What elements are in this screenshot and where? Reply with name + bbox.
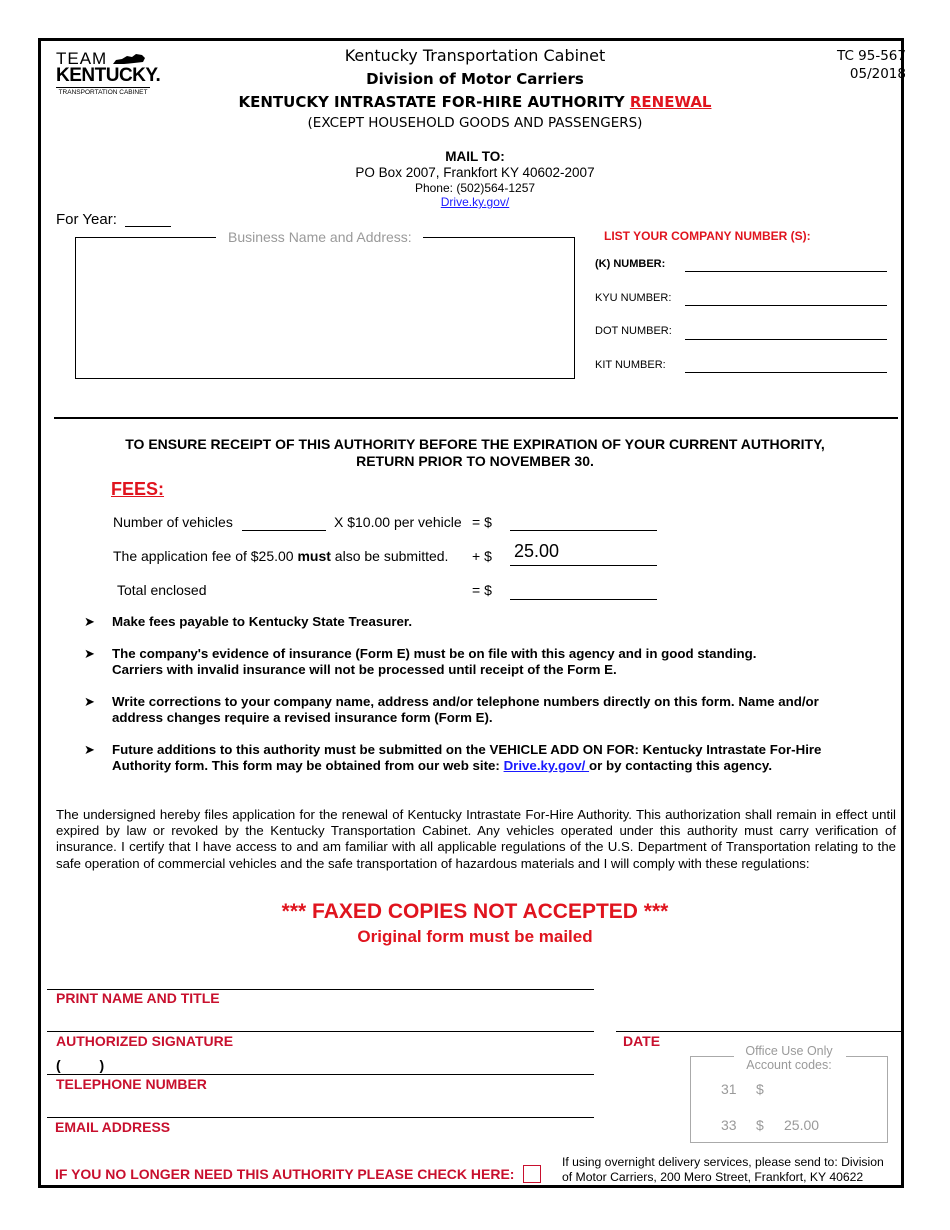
date-input[interactable] bbox=[616, 1031, 904, 1032]
business-address-box[interactable] bbox=[75, 237, 575, 379]
bullet-insurance-line-1: The company's evidence of insurance (Form E) must be on file with this agency and in good standing. bbox=[112, 646, 757, 661]
k-number-label: (K) NUMBER: bbox=[595, 258, 666, 270]
total-equals-label: = $ bbox=[472, 582, 492, 598]
application-fee-must: must bbox=[297, 548, 331, 564]
form-title bbox=[150, 93, 800, 111]
vehicles-count-input[interactable] bbox=[242, 530, 326, 531]
bullet-future-additions bbox=[112, 742, 872, 774]
mail-website-link[interactable]: Drive.ky.gov/ bbox=[440, 195, 510, 209]
bullet-arrow-icon: ➤ bbox=[84, 646, 95, 661]
authorized-signature-input[interactable] bbox=[47, 1031, 594, 1032]
bullet-future-pre: Authority form. This form may be obtained from our web site: bbox=[112, 758, 504, 773]
vehicles-equals-label: = $ bbox=[472, 514, 492, 530]
dot-number-input[interactable] bbox=[685, 339, 887, 340]
kyu-number-label: KYU NUMBER: bbox=[595, 292, 672, 304]
overnight-line-2: of Motor Carriers, 200 Mero Street, Frankfort, KY 40622 bbox=[562, 1170, 864, 1184]
bullet-insurance-line-2: Carriers with invalid insurance will not be processed until receipt of the Form E. bbox=[112, 662, 617, 677]
division-name: Division of Motor Carriers bbox=[366, 70, 584, 88]
application-fee-label bbox=[113, 548, 448, 564]
logo-team-text: TEAM bbox=[56, 49, 108, 68]
bullet-arrow-icon: ➤ bbox=[84, 614, 95, 629]
faxed-copies-warning: *** FAXED COPIES NOT ACCEPTED *** bbox=[281, 900, 669, 923]
application-fee-pre: The application fee of $25.00 bbox=[113, 548, 298, 564]
form-border bbox=[38, 38, 904, 1188]
logo-kentucky-text: KENTUCKY. bbox=[56, 65, 161, 86]
account-code-31: 31 bbox=[721, 1081, 737, 1097]
date-label: DATE bbox=[623, 1033, 661, 1049]
fees-heading: FEES: bbox=[111, 479, 165, 499]
notice-line-2: RETURN PRIOR TO NOVEMBER 30. bbox=[356, 453, 594, 469]
application-fee-value: 25.00 bbox=[514, 541, 560, 561]
business-box-top-left bbox=[75, 237, 216, 238]
vehicles-amount-input[interactable] bbox=[510, 530, 657, 531]
dot-number-label: DOT NUMBER: bbox=[595, 325, 672, 337]
total-enclosed-input[interactable] bbox=[510, 599, 657, 600]
office-use-title: Office Use Only bbox=[745, 1044, 833, 1058]
kyu-number-input[interactable] bbox=[685, 305, 887, 306]
account-code-33-dollar: $ bbox=[756, 1117, 764, 1133]
kentucky-state-icon bbox=[112, 52, 146, 66]
print-name-label: PRINT NAME AND TITLE bbox=[56, 990, 220, 1006]
email-input[interactable] bbox=[47, 1117, 594, 1118]
overnight-line-1: If using overnight delivery services, please send to: Division bbox=[562, 1155, 884, 1169]
notice-line-1: TO ENSURE RECEIPT OF THIS AUTHORITY BEFORE THE EXPIRATION OF YOUR CURRENT AUTHORITY, bbox=[125, 436, 825, 452]
bullet-future-line-1: Future additions to this authority must be submitted on the VEHICLE ADD ON FOR: Kentucky Intrastate For-Hire bbox=[112, 742, 822, 757]
telephone-input[interactable] bbox=[47, 1074, 594, 1075]
website-link[interactable]: Drive.ky.gov/ bbox=[503, 758, 590, 773]
account-code-33: 33 bbox=[721, 1117, 737, 1133]
for-year-input[interactable] bbox=[125, 226, 171, 227]
form-title-renewal: RENEWAL bbox=[629, 93, 712, 111]
per-vehicle-label: X $10.00 per vehicle bbox=[334, 514, 462, 530]
overnight-delivery-note bbox=[562, 1155, 897, 1185]
team-kentucky-logo bbox=[56, 49, 161, 106]
logo-rule bbox=[56, 87, 150, 88]
section-divider bbox=[54, 417, 898, 419]
form-date: 05/2018 bbox=[849, 66, 906, 82]
vehicles-label: Number of vehicles bbox=[113, 514, 233, 530]
form-subtitle: (EXCEPT HOUSEHOLD GOODS AND PASSENGERS) bbox=[307, 115, 643, 131]
business-box-label: Business Name and Address: bbox=[228, 229, 412, 245]
bullet-corrections bbox=[112, 694, 872, 726]
kit-number-label: KIT NUMBER: bbox=[595, 359, 666, 371]
bullet-corrections-line-2: address changes require a revised insurance form (Form E). bbox=[112, 710, 493, 725]
application-fee-input[interactable] bbox=[510, 565, 657, 566]
phone-parentheses: ( ) bbox=[56, 1057, 105, 1073]
bullet-arrow-icon: ➤ bbox=[84, 742, 95, 757]
bullet-arrow-icon: ➤ bbox=[84, 694, 95, 709]
business-box-top-right bbox=[423, 237, 575, 238]
mail-phone: Phone: (502)564-1257 bbox=[414, 181, 536, 195]
declaration-paragraph: The undersigned hereby files application for the renewal of Kentucky Intrastate For-Hire Authority. This authorization shall remain in effect until expired by law or revoked by the Kentucky Transportation Cabinet. Any vehicles operated under this authority must carry verification of insurance. I certify that I have access to and am familiar with all applicable regulations of the U.S. Department of Transportation relating to the safe operation of commercial vehicles and the safe transportation of hazardous materials and I will comply with these regulations: bbox=[56, 807, 896, 871]
bullet-corrections-line-1: Write corrections to your company name, address and/or telephone numbers directly on this form. Name and/or bbox=[112, 694, 819, 709]
kit-number-input[interactable] bbox=[685, 372, 887, 373]
mail-address: PO Box 2007, Frankfort KY 40602-2007 bbox=[355, 165, 595, 180]
account-code-31-dollar: $ bbox=[756, 1081, 764, 1097]
bullet-insurance bbox=[112, 646, 872, 678]
form-number: TC 95-567 bbox=[837, 48, 906, 64]
logo-cabinet-text: TRANSPORTATION CABINET bbox=[58, 89, 148, 96]
company-numbers-heading: LIST YOUR COMPANY NUMBER (S): bbox=[604, 229, 811, 243]
no-longer-needed-checkbox[interactable] bbox=[523, 1165, 541, 1183]
form-title-prefix: KENTUCKY INTRASTATE FOR-HIRE AUTHORITY bbox=[238, 93, 630, 111]
form-number-block bbox=[837, 47, 906, 83]
telephone-label: TELEPHONE NUMBER bbox=[56, 1076, 207, 1092]
agency-name: Kentucky Transportation Cabinet bbox=[344, 46, 606, 65]
email-label: EMAIL ADDRESS bbox=[55, 1119, 171, 1135]
bullet-future-line-2 bbox=[112, 758, 872, 774]
for-year-label: For Year: bbox=[56, 211, 117, 228]
original-mailed-warning: Original form must be mailed bbox=[357, 927, 593, 946]
k-number-input[interactable] bbox=[685, 271, 887, 272]
bullet-future-post: or by contacting this agency. bbox=[589, 758, 773, 773]
no-longer-needed-label: IF YOU NO LONGER NEED THIS AUTHORITY PLEASE CHECK HERE: bbox=[55, 1166, 515, 1182]
application-fee-post: also be submitted. bbox=[330, 548, 449, 564]
account-code-33-amount: 25.00 bbox=[784, 1117, 820, 1133]
application-fee-plus: + $ bbox=[472, 548, 492, 564]
total-enclosed-label: Total enclosed bbox=[117, 582, 207, 598]
authorized-signature-label: AUTHORIZED SIGNATURE bbox=[56, 1033, 234, 1049]
mail-to-heading: MAIL TO: bbox=[445, 149, 505, 164]
bullet-fees-payable: Make fees payable to Kentucky State Treasurer. bbox=[112, 614, 413, 629]
account-codes-label: Account codes: bbox=[746, 1058, 832, 1072]
